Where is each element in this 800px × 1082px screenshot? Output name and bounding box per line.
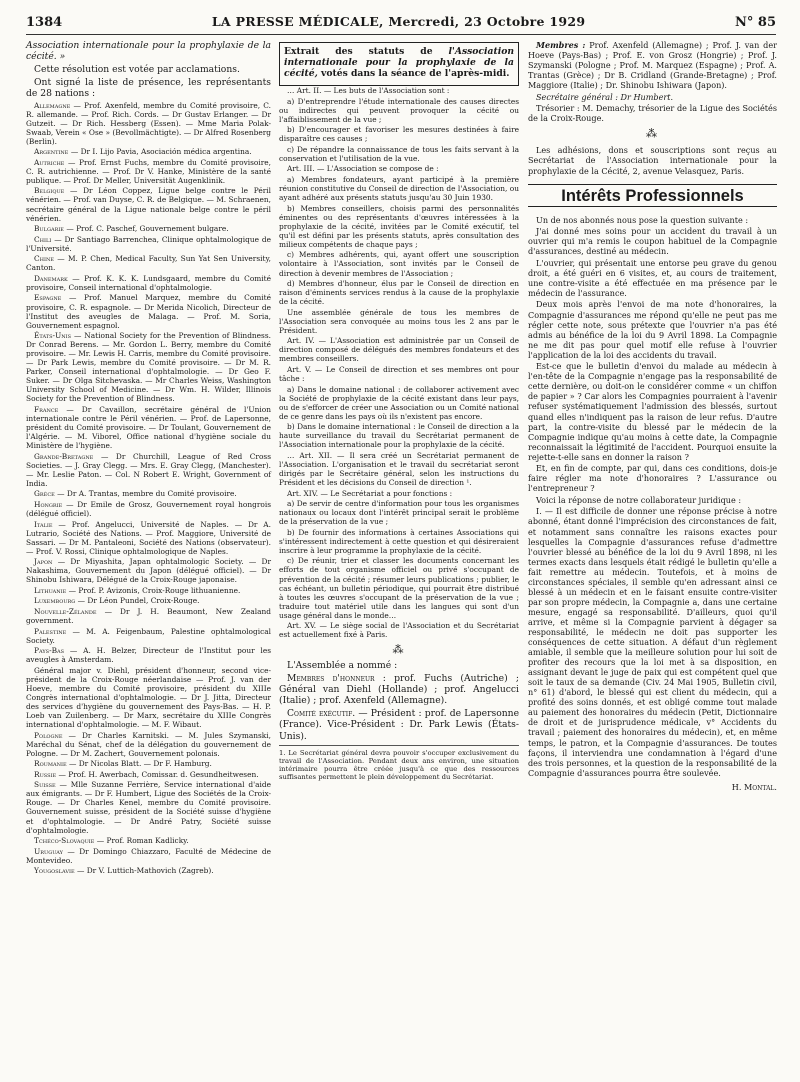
country-entry: Luxembourg — Dr Léon Pundel, Croix-Rouge.	[34, 596, 200, 606]
country-name: France	[34, 405, 59, 415]
column-left	[26, 40, 271, 877]
country-entry: Chine — M. P. Chen, Medical Faculty, Sun Yat Sen University, Canton.	[26, 254, 271, 273]
answer-intro: Voici la réponse de notre collaborateur juridique :	[536, 494, 742, 505]
country-entry: Grande-Bretagne — Dr Churchill, League of Red Cross Societies. — J. Gray Clegg. — Mrs. E. Gray Clegg, (Manchester). — Mr. Leslie Paton. — Col. N Robert E. Wright, Government of India.	[26, 451, 271, 488]
paragraph: b) Membres conseillers, choisis parmi des personnalités éminentes ou des représentants d'œuvres intéressées à la prophylaxie de la cécité, invitées par le Comité exécutif, tel qu'il est défini par les présents statuts, après consultation des milieux compétents de chaque pays ;	[279, 203, 519, 249]
country-name: Allemagne	[34, 100, 71, 110]
reader-question	[528, 226, 777, 493]
delegates-text: Dr V. Luttich-Mathovich (Zagreb).	[86, 866, 214, 876]
country-name: Hongrie	[34, 499, 63, 509]
delegates-text: Dr Emile de Grosz, Gouvernement royal hongrois (délégué officiel).	[26, 499, 271, 519]
country-name: Grande-Bretagne	[34, 451, 94, 461]
column-right	[528, 40, 777, 793]
country-entry: Hongrie — Dr Emile de Grosz, Gouvernement royal hongrois (délégué officiel).	[26, 499, 271, 519]
delegates-text: Prof. P. Avizonis, Croix-Rouge lithuanienne.	[78, 585, 241, 595]
delegates-text: Mlle Suzanne Ferrière, Service international d'aide aux émigrants. — Dr F. Humbert, Ligue des Sociétés de la Croix-Rouge. — Dr Charles Kenel, membre du Comité provisoire. Gouvernement suisse, président de la Société suisse d'hygiène et d'ophtalmologie. — Dr André Patry, Société suisse d'ophtalmologie.	[26, 780, 271, 835]
country-name: Italie	[34, 519, 53, 529]
delegates-text: Dr A. Trantas, membre du Comité provisoire.	[66, 489, 237, 499]
paragraph: c) De réunir, trier et classer les documents concernant les efforts de tout organisme officiel ou privé s'occupant de prévention de la cécité ; résumer leurs publications ; publier, le cas échéant, un bulletin périodique, qui pourrait être distribué à toutes les œuvres s'occupant de la préservation de la vue ; traduire tout matériel utile dans les langues qui sont d'un usage général dans le monde…	[279, 556, 519, 620]
article-2-heading: … Art. II. — Les buts de l'Association sont :	[287, 86, 450, 96]
country-name: Tchéco-Slovaquie	[34, 836, 95, 846]
delegates-text: Dr J. H. Beaumont, New Zealand government.	[26, 607, 271, 626]
country-name: Luxembourg	[34, 596, 76, 606]
country-entry: Nouvelle-Zélande — Dr J. H. Beaumont, New Zealand government.	[26, 607, 271, 626]
asterism: ⁂	[392, 643, 406, 657]
treasurer: Trésorier : M. Demachy, trésorier de la Ligue des Sociétés de la Croix-Rouge.	[528, 103, 777, 124]
article-3-heading: Art. III. — L'Association se compose de :	[287, 164, 439, 174]
country-name: Roumanie	[34, 759, 67, 769]
paragraph: b) Dans le domaine international : le Conseil de direction a la haute surveillance du travail du Secrétariat permanent de l'Association internationale pour la prophylaxie de la cécité.	[279, 422, 519, 450]
country-entry: États-Unis — National Society for the Prevention of Blindness. Dr Conrad Berens. — Mr. Gordon L. Berry, membre du Comité provisoire. — Mr. Lewis H. Carris, membre du Comité provisoire. — Dr Park Lewis, membre du Comité provisoire. — Dr M. R. Parker, Conseil international d'ophtalmologie. — Dr Geo F. Suker. — Dr Olga Sitchevaska. — Mr Charles Weiss, Washington University School of Medicine. — Dr Wm. H. Wilder, Illinois Society for the Prevention of Blindness.	[26, 331, 271, 404]
country-name: Pologne	[34, 730, 63, 740]
adhesions-notice: Les adhésions, dons et souscriptions sont reçus au Secrétariat de l'Association internationale pour la prophylaxie de la Cécité, 2, avenue Velasquez, Paris.	[528, 145, 777, 176]
country-name: Yougoslavie	[34, 866, 75, 876]
delegates-text: Dr Cavaillon, secrétaire général de l'Union internationale contre le Péril vénérien. — Prof. de Lapersonne, président du Comité provisoire. — Dr Toulant, Gouvernement de l'Algérie. — M. Viborel, Office national d'hygiène sociale du Ministère de l'hygiène.	[26, 405, 271, 451]
executive-committee: Comité exécutif. — Président : prof. de Lapersonne (France). Vice-Président : Dr. Park Lewis (États-Unis).	[279, 708, 520, 742]
paragraph: Est-ce que le bulletin d'envoi du malade au médecin à l'en-tête de la Compagnie n'engage pas la responsabilité de cette dernière, ou doit-on le considérer comme « un chiffon de papier » ? Car alors les Compagnies pourraient à l'avenir refuser systématiquement l'admission des blessés, surtout quand elles n'indiquent pas la raison de leur refus. D'autre part, la contre-visite du blessé par le médecin de la Compagnie indique qu'au moins à cette date, la Compagnie reconnaissait la légitimité de l'accident. Pourquoi ensuite la rejette-t-elle sans en donner la raison ?	[528, 361, 777, 462]
country-entry: Pays-Bas — A. H. Belzer, Directeur de l'Institut pour les aveugles à Amsterdam.	[26, 646, 271, 665]
paragraph: J'ai donné mes soins pour un accident du travail à un ouvrier qui m'a remis le coupon habituel de la Compagnie d'assurances, destiné au médecin.	[528, 226, 777, 257]
secretary-general: Secrétaire général : Dr Humbert.	[536, 91, 674, 102]
delegates-text: Dr Santiago Barrenchea, Clinique ophtalmologique de l'Université.	[26, 234, 272, 253]
paragraph: d) Membres d'honneur, élus par le Conseil de direction en raison d'éminents services rendus à la cause de la prophylaxie de la cécité.	[279, 279, 519, 307]
paragraph: Une assemblée générale de tous les membres de l'Association sera convoquée au moins tous les 2 ans par le Président.	[279, 307, 519, 335]
issue-number: N° 85	[735, 15, 776, 30]
article-5-items	[279, 385, 519, 450]
country-name: Grèce	[34, 489, 55, 499]
delegates-text: Dr Miyashita, Japan ophtalmologic Society. — Dr Nakashima, Gouvernement du Japon (délégué officiel). — Dr Shinobu Ishiwara, Délégué de la Croix-Rouge japonaise.	[26, 557, 271, 585]
delegates-text: Prof. H. Awerbach, Comissar. d. Gesundheitwesen.	[68, 769, 259, 779]
delegates-text: Prof. Manuel Marquez, membre du Comité provisoire, C. R. espagnole. — Dr Merida Nicolich, Directeur de l'Institut des aveugles de Malaga. — Prof. M. Soria, Gouvernement espagnol.	[26, 293, 271, 330]
country-entry: Belgique — Dr Léon Coppez, Ligue belge contre le Péril vénérien. — Prof. van Duyse, C. R. de Belgique. — M. Schraenen, secrétaire général de la Ligue nationale belge contre le péril vénérien.	[26, 186, 271, 223]
country-entry: Japon — Dr Miyashita, Japan ophtalmologic Society. — Dr Nakashima, Gouvernement du Japon (délégué officiel). — Dr Shinobu Ishiwara, Délégué de la Croix-Rouge japonaise.	[26, 557, 271, 585]
journal-title: LA PRESSE MÉDICALE, Mercredi, 23 Octobre 1929	[211, 14, 586, 29]
section-title: Intérêts Professionnels	[528, 184, 777, 207]
country-entry: Argentine — Dr I. Lijo Pavia, Asociación médica argentina.	[34, 147, 252, 157]
article-12: … Art. XII. — Il sera créé un Secrétariat permanent de l'Association. L'organisation et le travail du secrétariat seront dirigés par le Secrétaire général, selon les instructions du Président et les décisions du Conseil de direction ¹.	[279, 450, 519, 488]
resolution-paragraph: Cette résolution est votée par acclamations.	[34, 63, 240, 75]
footnote: 1. Le Secrétariat général devra pouvoir s'occuper exclusivement du travail de l'Association. Pendant deux ans environ, une situation intérimaire pourra être créée jusqu'à ce que des ressources suffisantes permettent le plein développement du Secrétariat.	[279, 748, 519, 782]
country-entry: Palestine — M. A. Feigenbaum, Palestine ophtalmological Society.	[26, 626, 271, 645]
delegates-text: Dr Léon Pundel, Croix-Rouge.	[87, 596, 200, 606]
paragraph: c) Membres adhérents, qui, ayant offert une souscription volontaire à l'Association, sont invités par le Conseil de direction à devenir membres de l'Association ;	[279, 250, 519, 278]
delegates-text: Prof. K. K. K. Lundsgaard, membre du Comité provisoire, Conseil international d'ophtalmologie.	[26, 273, 272, 292]
country-entry: Tchéco-Slovaquie — Prof. Roman Kadlicky.	[34, 836, 189, 846]
country-name: Uruguay	[34, 846, 63, 856]
legal-answer: I. — Il est difficile de donner une réponse précise à notre abonné, étant donné l'imprécision des circonstances de fait, et notamment sans connaître les raisons exactes pour lesquelles la Compagnie d'assurances refuse d'admettre l'ouvrier blessé au bénéfice de la loi du 9 Avril 1898, ni les termes exacts dans lesquels était rédigé le bulletin qu'elle a fait remettre au médecin. Toutefois, et à moins de circonstances spéciales, il semble qu'en adressant ainsi ce blessé à un médecin et en le faisant ensuite contre-visiter par son propre médecin, la Compagnie a, dans une certaine mesure, engagé sa responsabilité. D'ailleurs, quoi qu'il arrive, et même si la Compagnie parvient à dégager sa responsabilité, le médecin ne doit pas supporter les conséquences de cette situation. A défaut d'un règlement amiable, il semble que la meilleure solution pour lui soit de profiter des recours que la loi met à sa disposition, en assignant devant le juge de paix qui est compétent quel que soit le taux de sa demande (Civ. 24 Mai 1905, Bulletin civil, n° 61) d'abord, le blessé qui est client du médecin, qui a profité des soins donnés, et est obligé comme tout malade au paiement des honoraires du médecin (Petit, Dictionnaire de droit et de jurisprudence médicale, v° Accidents du travail ; paiement des honoraires du médecin), et, en même temps, le patron, et la Compagnie d'assurances. De toutes façons, il interviendra une condamnation à l'égard d'une des trois personnes, et la question de la responsabilité de la Compagnie d'assurances pourra être soulevée.	[528, 506, 777, 778]
country-name: Argentine	[34, 147, 69, 157]
delegates-text: Général major v. Diehl, président d'honneur, second vice-président de la Croix-Rouge néerlandaise — Prof. J. van der Hoeve, membre du Comité provisoire, président du XIIIe Congrès international d'ophtalmologie. — Dr J. Jitta, Directeur des services d'hygiène du gouvernement des Pays-Bas. — H. P. Loeb van Zuilenberg. — Dr Marx, secrétaire du XIIIe Congrès international d'ophtalmologie. — M. F. Wibaut.	[26, 665, 271, 730]
paragraph: Deux mois après l'envoi de ma note d'honoraires, la Compagnie d'assurances me répond qu'elle ne peut pas me régler cette note, sous prétexte que l'ouvrier n'a pas été admis au bénéfice de la loi du 9 Avril 1898. La Compagnie ne me dit pas pour quel motif elle refuse à l'ouvrier l'application de la loi des accidents du travail.	[528, 299, 777, 360]
country-entry: Suisse — Mlle Suzanne Ferrière, Service international d'aide aux émigrants. — Dr F. Humbert, Ligue des Sociétés de la Croix-Rouge. — Dr Charles Kenel, membre du Comité provisoire. Gouvernement suisse, président de la Société suisse d'hygiène et d'ophtalmologie. — Dr André Patry, Société suisse d'ophtalmologie.	[26, 780, 271, 835]
country-entry: Lithuanie — Prof. P. Avizonis, Croix-Rouge lithuanienne.	[34, 585, 241, 595]
paragraph: a) D'entreprendre l'étude internationale des causes directes ou indirectes qui peuvent provoquer la cécité ou l'affaiblissement de la vue ;	[279, 96, 519, 124]
article-4: Art. IV. — L'Association est administrée par un Conseil de direction composé de délégués des membres fondateurs et des membres conseillers.	[279, 336, 519, 364]
article-3-items	[279, 175, 519, 335]
paragraph: a) De servir de centre d'information pour tous les organismes nationaux ou locaux dont l'intérêt principal serait le problème de la préservation de la vue ;	[279, 499, 519, 527]
delegates-text: Prof. Axenfeld, membre du Comité provisoire, C. R. allemande. — Prof. Rich. Cords. — Dr Gustav Erlanger. — Dr Gutzeit. — Dr Rich. Hessberg (Essen). — Mme Maria Polak-Swaab, Verein « Ose » (Bevollmächtigte). — Dr Alfred Rosenberg (Berlin).	[26, 100, 271, 146]
country-entry: Autriche — Prof. Ernst Fuchs, membre du Comité provisoire, C. R. autrichienne. — Prof. Dr V. Hanke, Ministère de la santé publique. — Prof. Dr Meller, Universität Augenklinik.	[26, 157, 271, 185]
delegates-text: Dr Nicolas Blatt. — Dr F. Hamburg.	[78, 759, 212, 769]
country-entry: Roumanie — Dr Nicolas Blatt. — Dr F. Hamburg.	[34, 759, 212, 769]
country-name: Suisse	[34, 780, 56, 790]
page-header	[26, 14, 776, 35]
country-name: Espagne	[34, 293, 62, 303]
statutes-heading: Extrait des statuts de l'Association internationale pour la prophylaxie de la cécité, votés dans la séance de l'après-midi.	[284, 46, 514, 80]
country-name: Danemark	[34, 273, 68, 283]
country-entry: Allemagne — Prof. Axenfeld, membre du Comité provisoire, C. R. allemande. — Prof. Rich. Cords. — Dr Gustav Erlanger. — Dr Gutzeit. — Dr Rich. Hessberg (Essen). — Mme Maria Polak-Swaab, Verein « Ose » (Bevollmächtigte). — Dr Alfred Rosenberg (Berlin).	[26, 100, 271, 146]
country-name: Pays-Bas	[34, 646, 65, 656]
page-number: 1384	[26, 15, 63, 30]
paragraph: a) Dans le domaine national : de collaborer activement avec la Société de prophylaxie de la cécité existant dans leur pays, ou de s'efforcer de créer une Association ou un Comité national de ce genre dans les pays où ils n'existent pas encore.	[279, 384, 519, 421]
country-entry	[26, 666, 271, 729]
paragraph: a) Membres fondateurs, ayant participé à la première réunion constitutive du Conseil de direction de l'Association, ou ayant adhéré aux présents statuts jusqu'au 30 Juin 1930.	[279, 175, 519, 203]
country-name: Palestine	[34, 626, 67, 636]
question-intro: Un de nos abonnés nous pose la question suivante :	[536, 214, 749, 225]
article-14-heading: Art. XIV. — Le Secrétariat a pour fonctions :	[287, 488, 453, 498]
statutes-box	[279, 42, 519, 86]
paragraph: b) D'encourager et favoriser les mesures destinées à faire disparaître ces causes ;	[279, 125, 519, 144]
members-list: Membres : Prof. Axenfeld (Allemagne) ; Prof. J. van der Hoeve (Pays-Bas) ; Prof. E. von Grosz (Hongrie) ; Prof. J. Szymanski (Pologne ; Prof. M. Marquez (Espagne) ; Prof. A. Trantas (Grèce) ; Dr B. Cridland (Grande-Bretagne) ; Prof. Maggiore (Italie) ; Dr. Shinobu Ishiwara (Japon).	[528, 40, 778, 91]
delegates-text: M. A. Feigenbaum, Palestine ophtalmological Society.	[26, 626, 271, 645]
footnote-divider	[279, 745, 519, 746]
delegates-text: Dr Domingo Chiazzaro, Faculté de Médecine de Montevideo.	[26, 846, 271, 865]
country-name: Nouvelle-Zélande	[34, 607, 97, 616]
country-entry: Chili — Dr Santiago Barrenchea, Clinique ophtalmologique de l'Université.	[26, 234, 272, 253]
delegates-text: Prof. Ernst Fuchs, membre du Comité provisoire, C. R. autrichienne. — Prof. Dr V. Hanke, Ministère de la santé publique. — Prof. Dr Meller, Universität Augenklinik.	[26, 157, 271, 185]
country-name: Chine	[34, 254, 55, 264]
country-name: Russie	[34, 769, 57, 779]
country-name: Lithuanie	[34, 585, 67, 595]
delegates-text: Prof. Roman Kadlicky.	[106, 836, 189, 846]
delegates-text: Prof. C. Paschef, Gouvernement bulgare.	[76, 224, 229, 234]
paragraph: c) De répandre la connaissance de tous les faits servant à la conservation et l'utilisation de la vue.	[279, 144, 519, 163]
country-list	[26, 101, 271, 876]
article-2-items	[279, 97, 519, 163]
country-name: Japon	[34, 557, 53, 567]
honor-members: Membres d'honneur : prof. Fuchs (Autriche) ; Général van Diehl (Hollande) ; prof. Angelucci (Italie) ; prof. Axenfeld (Allemagne).	[279, 673, 519, 707]
country-entry: Bulgarie — Prof. C. Paschef, Gouvernement bulgare.	[34, 224, 229, 234]
article-14-items	[279, 499, 519, 620]
country-name: États-Unis	[34, 331, 72, 341]
country-entry: Russie — Prof. H. Awerbach, Comissar. d. Gesundheitwesen.	[34, 769, 259, 779]
article-5-heading: Art. V. — Le Conseil de direction et ses membres ont pour tâche :	[279, 364, 519, 384]
delegates-text: Dr I. Lijo Pavia, Asociación médica argentina.	[80, 147, 252, 157]
intro-italic: Association internationale pour la prophylaxie de la cécité. »	[26, 40, 271, 63]
country-name: Bulgarie	[34, 224, 64, 234]
article-15: Art. XV. — Le siège social de l'Association et du Secrétariat est actuellement fixé à Paris.	[279, 621, 519, 640]
country-name: Chili	[34, 234, 52, 244]
signatories-intro: Ont signé la liste de présence, les représentants de 28 nations :	[26, 76, 271, 99]
column-middle	[279, 40, 519, 783]
country-entry: Uruguay — Dr Domingo Chiazzaro, Faculté de Médecine de Montevideo.	[26, 846, 271, 865]
country-entry: Danemark — Prof. K. K. K. Lundsgaard, membre du Comité provisoire, Conseil international d'ophtalmologie.	[26, 273, 272, 292]
assembly-intro: L'Assemblée a nommé :	[287, 660, 398, 672]
paragraph: Et, en fin de compte, par qui, dans ces conditions, dois-je faire régler ma note d'honoraires ? L'assurance ou l'entrepreneur ?	[528, 463, 777, 494]
country-entry: Pologne — Dr Charles Karnitski. — M. Jules Szymanski, Maréchal du Sénat, chef de la délégation du gouvernement de Pologne. — Dr M. Zachert, Gouvernement polonais.	[26, 730, 271, 758]
asterism: ⁂	[646, 127, 659, 141]
author-signature: H. Montal.	[731, 781, 777, 792]
delegates-text: National Society for the Prevention of Blindness. Dr Conrad Berens. — Mr. Gordon L. Berry, membre du Comité provisoire. — Mr. Lewis H. Carris, membre du Comité provisoire. — Dr Park Lewis, membre du Comité provisoire. — Dr M. R. Parker, Conseil international d'ophtalmologie. — Dr Geo F. Suker. — Dr Olga Sitchevaska. — Mr Charles Weiss, Washington University School of Medicine. — Dr Wm. H. Wilder, Illinois Society for the Prevention of Blindness.	[26, 331, 271, 404]
country-entry: Yougoslavie — Dr V. Luttich-Mathovich (Zagreb).	[34, 866, 214, 876]
delegates-text: A. H. Belzer, Directeur de l'Institut pour les aveugles à Amsterdam.	[26, 646, 271, 665]
country-name: Belgique	[34, 186, 65, 196]
country-entry: Italie — Prof. Angelucci, Université de Naples. — Dr A. Lutrario, Société des Nations. — Prof. Maggiore, Université de Sassari. — Dr M. Pantaleoni, Société des Nations (observateur). — Prof. V. Rossi, Clinique ophtalmologique de Naples.	[26, 519, 271, 556]
delegates-text: Dr Léon Coppez, Ligue belge contre le Péril vénérien. — Prof. van Duyse, C. R. de Belgique. — M. Schraenen, secrétaire général de la Ligue nationale belge contre le péril vénérien.	[26, 186, 271, 223]
paragraph: b) De fournir des informations à certaines Associations qui s'intéressent indirectement à cette question et qui désireraient inscrire à leur programme la prophylaxie de la cécité.	[279, 527, 519, 555]
country-name: Autriche	[34, 157, 65, 167]
paragraph: L'ouvrier, qui présentait une entorse peu grave du genou droit, a été guéri en 6 visites, et, au cours de traitement, une contre-visite a été effectuée en ma présence par le médecin de l'assurance.	[528, 257, 777, 298]
delegates-text: Dr Churchill, League of Red Cross Societies. — J. Gray Clegg. — Mrs. E. Gray Clegg, (Manchester). — Mr. Leslie Paton. — Col. N Robert E. Wright, Government of India.	[26, 451, 271, 488]
country-entry: Grèce — Dr A. Trantas, membre du Comité provisoire.	[34, 489, 237, 499]
delegates-text: Dr Charles Karnitski. — M. Jules Szymanski, Maréchal du Sénat, chef de la délégation du gouvernement de Pologne. — Dr M. Zachert, Gouvernement polonais.	[26, 730, 271, 758]
delegates-text: Prof. Angelucci, Université de Naples. — Dr A. Lutrario, Société des Nations. — Prof. Maggiore, Université de Sassari. — Dr M. Pantaleoni, Société des Nations (observateur). — Prof. V. Rossi, Clinique ophtalmologique de Naples.	[26, 519, 271, 556]
delegates-text: M. P. Chen, Medical Faculty, Sun Yat Sen University, Canton.	[26, 254, 271, 273]
country-entry: France — Dr Cavaillon, secrétaire général de l'Union internationale contre le Péril vénérien. — Prof. de Lapersonne, président du Comité provisoire. — Dr Toulant, Gouvernement de l'Algérie. — M. Viborel, Office national d'hygiène sociale du Ministère de l'hygiène.	[26, 405, 271, 451]
country-entry: Espagne — Prof. Manuel Marquez, membre du Comité provisoire, C. R. espagnole. — Dr Merida Nicolich, Directeur de l'Institut des aveugles de Malaga. — Prof. M. Soria, Gouvernement espagnol.	[26, 293, 271, 330]
